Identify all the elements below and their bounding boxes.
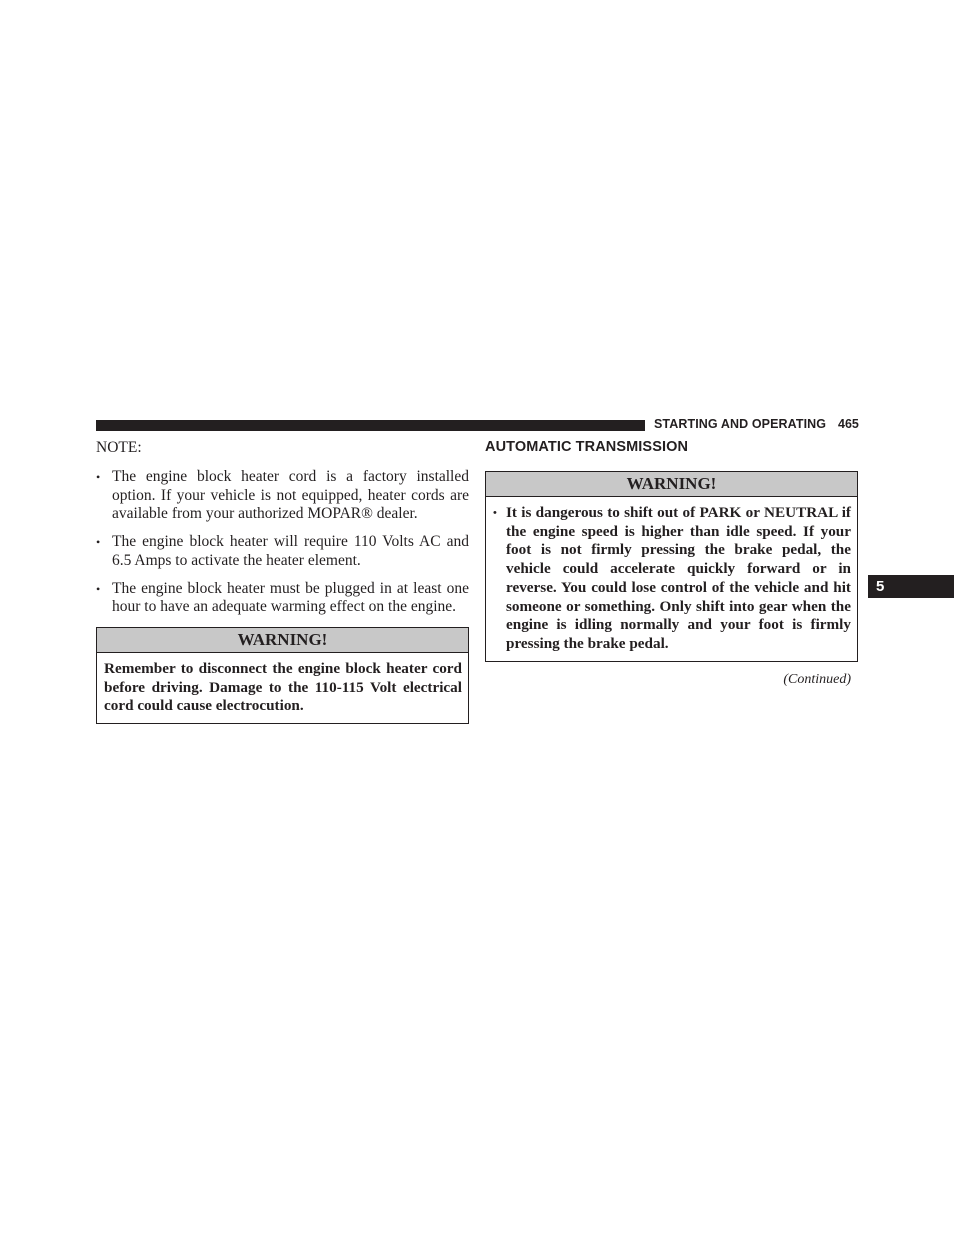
list-item [96, 533, 469, 570]
bullet-icon: • [96, 470, 101, 484]
block-heater-warning [96, 627, 469, 724]
page-number: 465 [838, 417, 859, 431]
chapter-number: 5 [876, 578, 885, 595]
right-column [485, 438, 858, 688]
header-rule [96, 420, 645, 431]
left-column [96, 438, 469, 724]
chapter-tab [868, 575, 954, 598]
warning-title: WARNING! [486, 472, 857, 497]
bullet-icon: • [493, 507, 497, 519]
list-item-text: The engine block heater will require 110 Volts AC and 6.5 Amps to activate the heater element. [112, 533, 469, 569]
warning-bullet [493, 504, 851, 654]
list-item-text: The engine block heater cord is a factory installed option. If your vehicle is not equipped, heater cords are available from your authorized MOPAR® dealer. [112, 468, 469, 523]
bullet-icon: • [96, 535, 101, 550]
note-bullet-list [96, 468, 469, 617]
warning-body [486, 497, 857, 661]
bullet-icon: • [96, 581, 101, 596]
running-header-section: STARTING AND OPERATING [654, 417, 827, 431]
list-item-text: The engine block heater must be plugged in at least one hour to have an adequate warming effect on the engine. [112, 579, 469, 616]
warning-bullet-text: It is dangerous to shift out of PARK or NEUTRAL if the engine speed is higher than idle speed. If your foot is not firmly pressing the brake pedal, the vehicle could accelerate quickly forward or in reverse. You could lose control of the vehicle and hit someone or something. Only shift into gear when the engine is idling normally and your foot is firmly pressing the brake pedal. [506, 504, 851, 652]
section-heading: AUTOMATIC TRANSMISSION [485, 439, 689, 455]
continued-label: (Continued) [783, 671, 851, 687]
transmission-warning [485, 471, 858, 662]
note-label: NOTE: [96, 439, 142, 456]
list-item [96, 468, 469, 524]
list-item [96, 580, 469, 617]
warning-title: WARNING! [97, 628, 468, 653]
warning-text: Remember to disconnect the engine block heater cord before driving. Damage to the 110-115 Volt electrical cord could cause electrocution. [104, 659, 462, 715]
